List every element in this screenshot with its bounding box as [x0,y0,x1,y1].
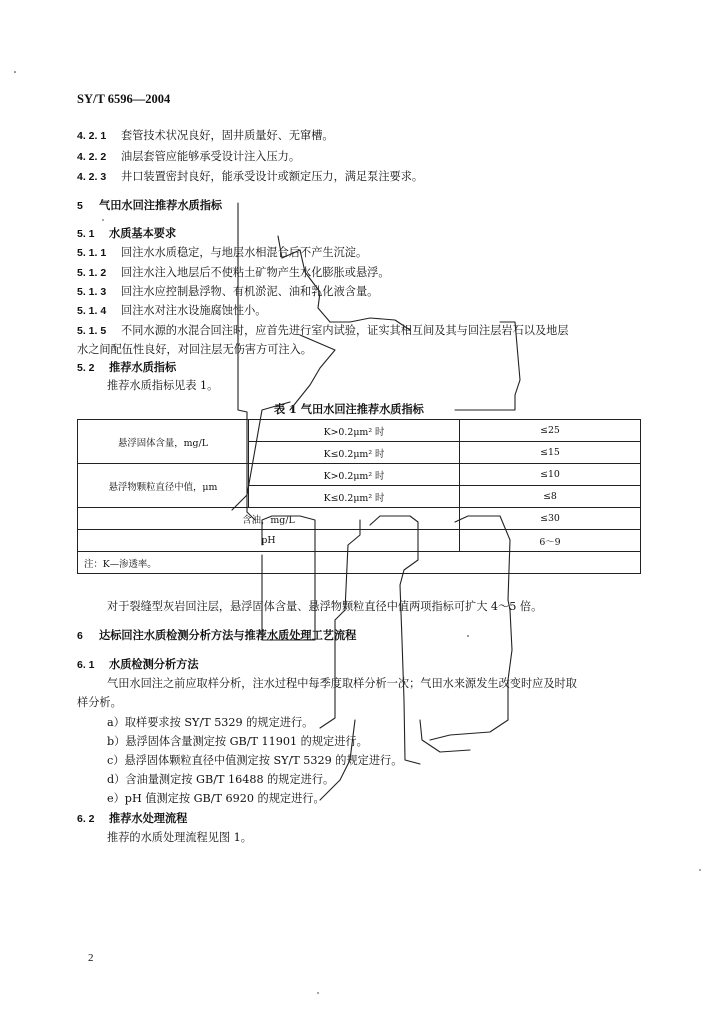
speck-dot [14,71,16,73]
table-cell-value: ≤25 [460,420,641,442]
scribble-stroke [402,640,420,764]
clause-5-1-5-continued: 水之间配伍性良好，对回注层无伤害方可注入。 [77,343,312,356]
section-5-1-heading: 5. 1 水质基本要求 [77,226,177,240]
scribble-stroke [262,516,315,600]
list-item: e）pH 值测定按 GB/T 6920 的规定进行。 [107,792,325,805]
scribble-stroke [370,516,418,640]
clause-4-2-3: 4. 2. 3 井口装置密封良好，能承受设计或额定压力，满足泵注要求。 [77,170,424,183]
scribble-stroke [320,720,355,800]
table-cell-label: pH [78,530,460,552]
list-item: a）取样要求按 SY/T 5329 的规定进行。 [107,716,314,729]
standard-code-header: SY/T 6596—2004 [77,92,171,106]
speck-dot [317,992,318,993]
scribble-stroke [320,520,360,728]
scribble-stroke [430,610,512,740]
clause-5-1-1: 5. 1. 1 回注水水质稳定，与地层水相混合后不产生沉淀。 [77,246,368,259]
speck-dot [699,869,700,870]
clause-5-1-2: 5. 1. 2 回注水注入地层后不使粘土矿物产生水化膨胀或悬浮。 [77,266,390,279]
section-6-2-paragraph: 推荐的水质处理流程见图 1。 [107,831,252,844]
scribble-stroke [232,402,290,510]
scribble-stroke [238,203,255,520]
table-caption: 表 1 气田水回注推荐水质指标 [274,402,424,416]
list-item: c）悬浮固体颗粒直径中值测定按 SY/T 5329 的规定进行。 [107,754,403,767]
section-6-1-paragraph-continued: 样分析。 [77,696,122,709]
list-item: b）悬浮固体含量测定按 GB/T 11901 的规定进行。 [107,735,368,748]
clause-5-1-4: 5. 1. 4 回注水对注水设施腐蚀性小。 [77,304,267,317]
list-item: d）含油量测定按 GB/T 16488 的规定进行。 [107,773,335,786]
section-6-heading: 6 达标回注水质检测分析方法与推荐水质处理工艺流程 [77,628,357,642]
table-cell-condition: K>0.2μm² 时 [249,464,460,486]
section-6-1-paragraph: 气田水回注之前应取样分析，注水过程中每季度取样分析一次；气田水来源发生改变时应及时取 [107,677,577,690]
scribble-stroke [278,236,330,322]
scribble-stroke [262,555,315,640]
page-number: 2 [88,952,94,964]
speck-dot [467,635,469,637]
section-6-2-heading: 6. 2 推荐水处理流程 [77,811,188,825]
clause-5-1-3: 5. 1. 3 回注水应控制悬浮物、有机淤泥、油和乳化液含量。 [77,285,379,298]
scribble-stroke [455,516,510,610]
table-cell-value: 6～9 [460,530,641,552]
scribble-stroke [455,322,520,410]
table-cell-value: ≤10 [460,464,641,486]
scribble-stroke [330,318,410,330]
section-6-1-heading: 6. 1 水质检测分析方法 [77,657,199,671]
clause-5-1-5: 5. 1. 5 不同水源的水混合回注时，应首先进行室内试验，证实其相互间及其与回注层岩石以及地层 [77,324,569,337]
section-5-2-paragraph: 推荐水质指标见表 1。 [107,379,219,392]
table-cell-label: 悬浮固体含量，mg/L [78,420,249,464]
table-cell-condition: K>0.2μm² 时 [249,420,460,442]
clause-4-2-2: 4. 2. 2 油层套管应能够承受设计注入压力。 [77,150,301,163]
table-cell-value: ≤8 [460,486,641,508]
scribble-stroke [290,335,335,410]
section-5-heading: 5 气田水回注推荐水质指标 [77,198,223,212]
table-cell-value: ≤15 [460,442,641,464]
section-5-2-heading: 5. 2 推荐水质指标 [77,360,177,374]
table-note: 注：K—渗透率。 [78,552,641,574]
table-cell-label: 含油，mg/L [78,508,460,530]
table-cell-label: 悬浮物颗粒直径中值，μm [78,464,249,508]
table-cell-condition: K≤0.2μm² 时 [249,442,460,464]
table-cell-value: ≤30 [460,508,641,530]
table-cell-condition: K≤0.2μm² 时 [249,486,460,508]
paragraph-after-table: 对于裂缝型灰岩回注层，悬浮固体含量、悬浮物颗粒直径中值两项指标可扩大 4～5 倍。 [107,600,543,613]
clause-4-2-1: 4. 2. 1 套管技术状况良好，固井质量好、无窜槽。 [77,129,334,142]
speck-dot [102,219,103,220]
